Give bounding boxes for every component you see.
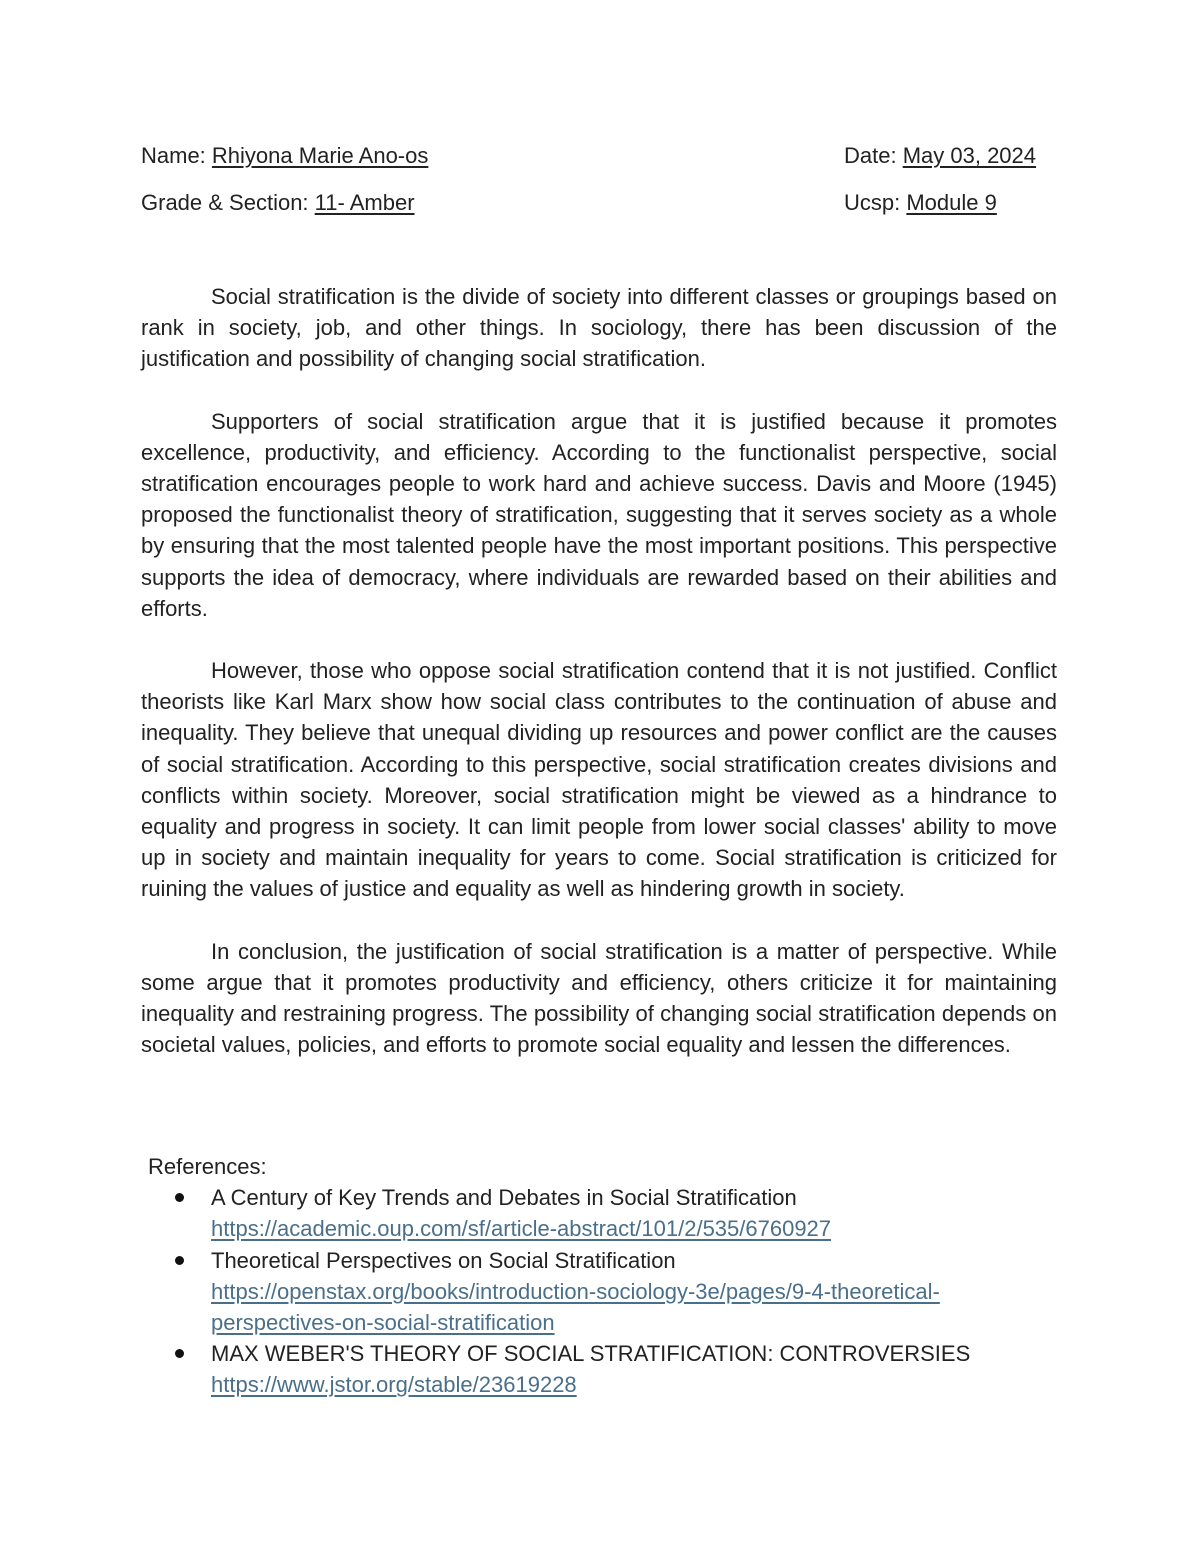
name-field (141, 142, 428, 170)
subject-field (844, 189, 997, 217)
date-field (844, 142, 1036, 170)
name-value: Rhiyona Marie Ano-os (211, 143, 429, 168)
grade-field (141, 189, 415, 217)
date-label: Date: (844, 143, 903, 168)
paragraph-supporters: Supporters of social stratification argue that it is justified because it promotes excellence, productivity, and efficiency. According to the functionalist perspective, social stratification encourages people to work hard and achieve success. Davis and Moore (1945) proposed the functionalist theory of stratification, suggesting that it serves society as a whole by ensuring that the most talented people have the most important positions. This perspective supports the idea of democracy, where individuals are rewarded based on their abilities and efforts. (141, 408, 1057, 621)
essay-body (141, 281, 1057, 1091)
grade-value: 11- Amber (314, 190, 415, 215)
bullet-icon (175, 1193, 184, 1202)
bullet-icon (175, 1349, 184, 1358)
name-label: Name: (141, 143, 212, 168)
reference-title: Theoretical Perspectives on Social Stratification (211, 1247, 676, 1273)
subject-value: Module 9 (906, 190, 997, 215)
references-list (141, 1182, 1057, 1400)
references-section (141, 1151, 1057, 1401)
date-value: May 03, 2024 (902, 143, 1037, 168)
bullet-icon (175, 1256, 184, 1265)
reference-item (141, 1338, 1057, 1400)
reference-link[interactable]: https://academic.oup.com/sf/article-abstract/101/2/535/6760927 (211, 1216, 832, 1242)
subject-label: Ucsp: (844, 190, 907, 215)
reference-link[interactable]: https://openstax.org/books/introduction-sociology-3e/pages/9-4-theoretical-perspectives-on-social-stratification (211, 1278, 940, 1336)
grade-label: Grade & Section: (141, 190, 315, 215)
reference-link[interactable]: https://www.jstor.org/stable/23619228 (211, 1372, 577, 1398)
reference-item (141, 1182, 1057, 1244)
paragraph-conclusion: In conclusion, the justification of social stratification is a matter of perspective. While some argue that it promotes productivity and efficiency, others criticize it for maintaining inequality and restraining progress. The possibility of changing social stratification depends on societal values, policies, and efforts to promote social equality and lessen the differences. (141, 938, 1057, 1058)
paragraph-intro: Social stratification is the divide of society into different classes or groupings based on rank in society, job, and other things. In sociology, there has been discussion of the justification and possibility of changing social stratification. (141, 284, 1057, 372)
reference-item (141, 1245, 1057, 1339)
reference-title: A Century of Key Trends and Debates in Social Stratification (211, 1185, 797, 1211)
paragraph-opponents: However, those who oppose social stratification contend that it is not justified. Conflict theorists like Karl Marx show how social class contributes to the continuation of abuse and inequality. They believe that unequal dividing up resources and power conflict are the causes of social stratification. According to this perspective, social stratification creates divisions and conflicts within society. Moreover, social stratification might be viewed as a hindrance to equality and progress in society. It can limit people from lower social classes' ability to move up in society and maintain inequality for years to come. Social stratification is criticized for ruining the values of justice and equality as well as hindering growth in society. (141, 658, 1057, 902)
reference-title: MAX WEBER'S THEORY OF SOCIAL STRATIFICATION: CONTROVERSIES (211, 1341, 971, 1367)
references-title: References: (148, 1154, 267, 1179)
